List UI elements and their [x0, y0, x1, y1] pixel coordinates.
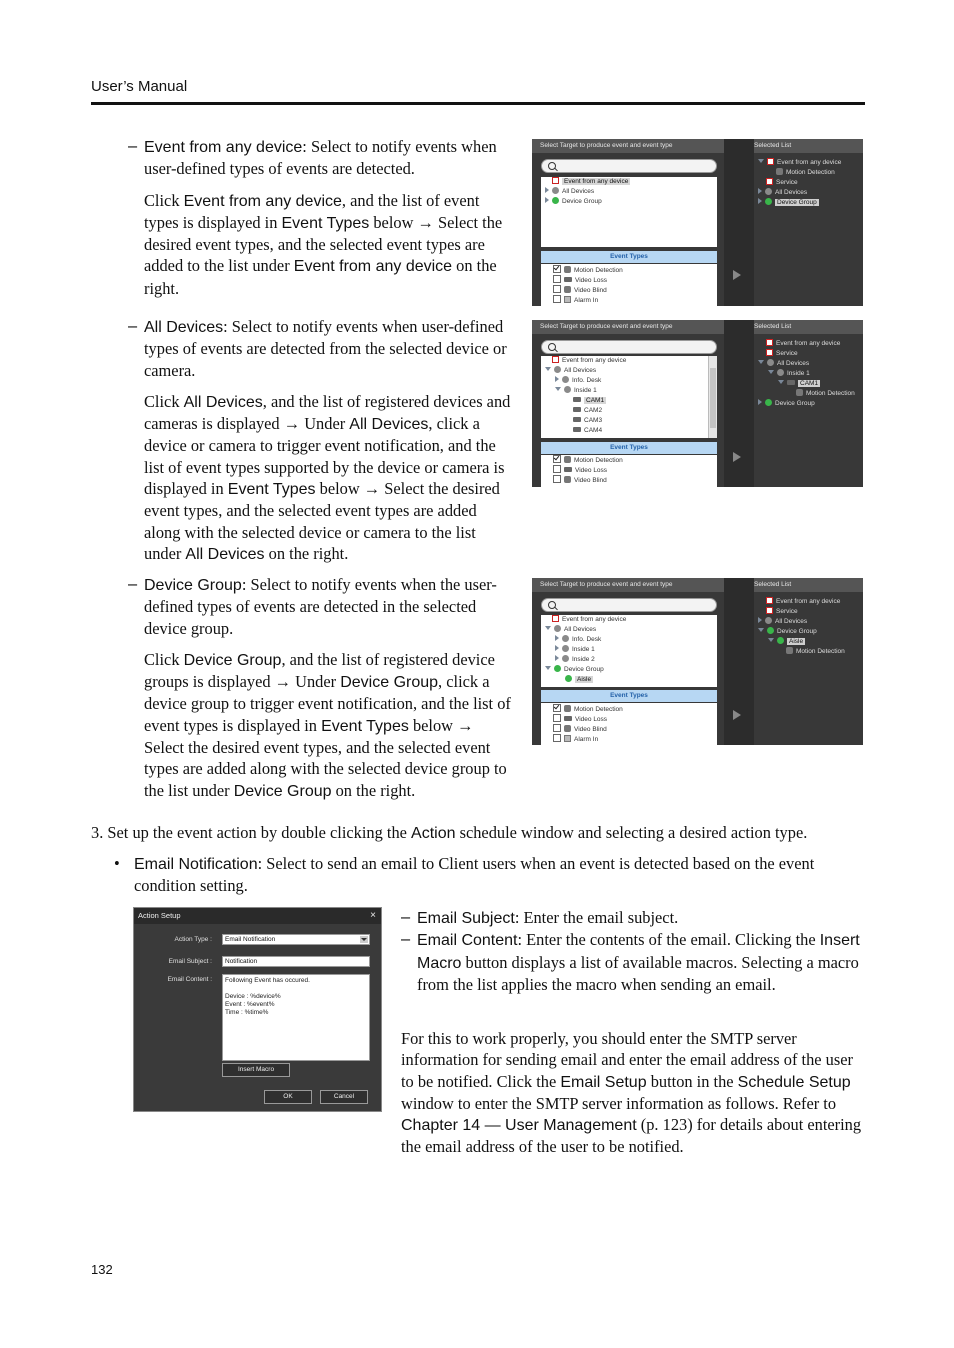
tree-item[interactable]: [545, 625, 596, 635]
dash: –: [128, 575, 138, 593]
running-header: User’s Manual: [91, 78, 188, 95]
event-label: Video Blind: [574, 287, 607, 294]
header-rule: [91, 102, 865, 105]
term: Insert Macro: [417, 932, 860, 972]
selected-label: Motion Detection: [806, 390, 855, 397]
dialog-title: Action Setup: [134, 908, 381, 924]
event-icon: [552, 615, 559, 622]
page-number: 132: [91, 1262, 113, 1277]
tree-label: Info. Desk: [572, 377, 602, 384]
selected-item[interactable]: [766, 339, 840, 349]
desc: : Select to notify events when user-defined types of events are detected from the selected device or camera.: [144, 317, 507, 380]
checkbox[interactable]: [553, 734, 561, 742]
text: on the right.: [144, 256, 497, 298]
event-type-item[interactable]: [553, 295, 598, 305]
group-icon: [767, 627, 774, 634]
camera-icon: [573, 407, 581, 412]
tree-item[interactable]: [565, 675, 593, 685]
term: Event from any device: [293, 258, 453, 276]
event-types-header: Event Types: [541, 690, 717, 702]
motion-icon: [786, 647, 793, 654]
selected-panel: [754, 139, 863, 306]
text: : Enter the email subject.: [514, 908, 679, 927]
tree-label: Event from any device: [562, 616, 627, 623]
selected-label: Event from any device: [776, 598, 841, 605]
event-icon: [766, 339, 773, 346]
event-label: Video Blind: [574, 726, 607, 733]
video-icon: [564, 277, 572, 282]
screenshot-all-devices: [532, 320, 863, 487]
term: All Devices: [349, 416, 429, 434]
device-icon: [554, 366, 561, 373]
email-content-textarea[interactable]: Following Event has occured. Device : %device% Event : %event% Time : %time%: [222, 974, 370, 1061]
event-type-item[interactable]: [553, 734, 598, 744]
expand-icon: [555, 645, 559, 651]
selected-label: Device Group: [777, 628, 817, 635]
tree-item[interactable]: [545, 665, 604, 675]
event-type-item[interactable]: [553, 455, 623, 465]
term: Email Subject: [417, 910, 515, 927]
collapse-icon: [545, 666, 551, 670]
dash: –: [128, 137, 138, 155]
dash: –: [128, 317, 138, 335]
selected-label: Motion Detection: [796, 648, 845, 655]
term: Device Group: [340, 674, 439, 692]
target-panel: [532, 139, 724, 306]
checkbox[interactable]: [553, 714, 561, 722]
alarm-icon: [564, 735, 571, 742]
tree-item[interactable]: [555, 655, 595, 665]
tree-label: Aisle: [577, 676, 592, 683]
tree-item[interactable]: [545, 187, 594, 197]
search-icon: [548, 162, 556, 170]
checkbox[interactable]: [553, 475, 561, 483]
expand-icon: [758, 198, 762, 204]
collapse-icon: [545, 626, 551, 630]
collapse-icon: [758, 628, 764, 632]
selected-label: Device Group: [775, 400, 815, 407]
device-icon: [554, 625, 561, 632]
service-icon: [766, 607, 773, 614]
blind-icon: [564, 286, 571, 293]
device-icon: [562, 645, 569, 652]
selected-item[interactable]: [778, 379, 820, 389]
device-icon: [777, 369, 784, 376]
video-icon: [564, 467, 572, 472]
scrollbar[interactable]: [708, 356, 717, 438]
group-icon: [765, 399, 772, 406]
text: , and the list of registered device groups is displayed → Under: [144, 649, 495, 692]
text: on the right.: [331, 780, 416, 800]
tree-item[interactable]: [555, 645, 595, 655]
search-icon: [548, 343, 556, 351]
text: schedule window and selecting a desired action type.: [455, 823, 808, 842]
event-label: Video Blind: [574, 477, 607, 484]
motion-icon: [776, 168, 783, 175]
selected-item[interactable]: [766, 607, 798, 617]
action-setup-dialog: [133, 907, 382, 1112]
device-icon: [562, 376, 569, 383]
text: below → Select the desired event types, and the selected event types are added along with the selected device group to the list under: [144, 715, 507, 800]
expand-icon: [758, 399, 762, 405]
term: Action: [411, 825, 456, 842]
text: Set up the event action by double clicking the: [107, 823, 412, 842]
text: : Enter the contents of the email. Clicking the: [517, 930, 820, 950]
motion-icon: [796, 389, 803, 396]
selected-item[interactable]: [766, 597, 840, 607]
search-input[interactable]: [541, 598, 717, 612]
checkbox[interactable]: [553, 265, 561, 273]
selected-label: Event from any device: [777, 159, 842, 166]
smtp-paragraph: [401, 1028, 865, 1158]
tree-label: Inside 1: [572, 646, 595, 653]
camera-icon: [787, 380, 795, 385]
checkbox[interactable]: [553, 724, 561, 732]
device-icon: [562, 635, 569, 642]
event-icon: [552, 356, 559, 363]
selected-label: Inside 1: [787, 370, 810, 377]
add-arrow-icon[interactable]: [733, 270, 741, 280]
tree-item[interactable]: [555, 386, 597, 396]
tree-label: All Devices: [564, 626, 597, 633]
expand-icon: [555, 376, 559, 382]
event-type-item[interactable]: [553, 714, 607, 724]
camera-icon: [573, 417, 581, 422]
blind-icon: [564, 476, 571, 483]
tree-item[interactable]: [545, 366, 596, 376]
event-type-item[interactable]: [553, 724, 607, 734]
event-type-item[interactable]: [553, 465, 607, 475]
device-icon: [765, 617, 772, 624]
selected-item[interactable]: [786, 647, 845, 657]
device-icon: [562, 655, 569, 662]
tree-item[interactable]: [545, 177, 630, 187]
selected-label: Event from any device: [776, 340, 841, 347]
event-type-item[interactable]: [553, 265, 623, 275]
text: : Select to send an email to Client users when an event is detected based on the event condition setting.: [134, 854, 815, 896]
term: Email Setup: [560, 1073, 647, 1091]
target-panel: [532, 320, 724, 487]
tree-label: All Devices: [562, 188, 595, 195]
group-icon: [765, 198, 772, 205]
selected-label: Device Group: [777, 199, 817, 206]
event-type-item[interactable]: [553, 704, 623, 714]
event-label: Video Loss: [575, 716, 608, 723]
dash: –: [401, 930, 411, 949]
text: below → Select the desired event types, and the selected event types are added along with the selected device or camera to the list under: [144, 479, 500, 563]
term: Email Notification: [134, 856, 258, 873]
dash: –: [401, 908, 411, 926]
selected-label: Service: [776, 608, 798, 615]
text: For this to work properly, you should enter the SMTP server information for sending email and enter the email address of the user to be notified. Click the: [401, 1029, 853, 1091]
ok-button[interactable]: OK: [264, 1090, 312, 1104]
term: Event Types: [321, 717, 409, 735]
event-types-list: [541, 703, 717, 745]
event-label: Video Loss: [575, 467, 608, 474]
expand-icon: [545, 187, 549, 193]
event-types-header: Event Types: [541, 251, 717, 263]
tree-item[interactable]: [573, 426, 602, 436]
selected-item[interactable]: [758, 198, 819, 208]
selected-item[interactable]: [776, 168, 835, 178]
selected-item[interactable]: [766, 178, 798, 188]
collapse-icon: [778, 380, 784, 384]
event-icon: [767, 158, 774, 165]
selected-item[interactable]: [758, 627, 817, 637]
event-label: Video Loss: [575, 277, 608, 284]
tree-item[interactable]: [573, 416, 602, 426]
text: Click: [144, 391, 184, 411]
text: window to enter the SMTP server information as follows. Refer to: [401, 1093, 837, 1113]
text: on the right.: [264, 543, 349, 563]
video-icon: [564, 716, 572, 721]
camera-icon: [573, 397, 581, 402]
event-label: Motion Detection: [574, 706, 623, 713]
text: (p. 123) for details about entering the email address of the user to be notified.: [401, 1115, 862, 1157]
panel-title: Selected List: [754, 320, 863, 334]
tree-label: Info. Desk: [572, 636, 602, 643]
collapse-icon: [758, 360, 764, 364]
device-icon: [564, 386, 571, 393]
close-icon[interactable]: ×: [370, 910, 376, 921]
panel-title: Selected List: [754, 578, 863, 592]
step-number: 3.: [91, 823, 104, 842]
email-items: [401, 907, 865, 995]
collapse-icon: [758, 159, 764, 163]
camera-icon: [573, 427, 581, 432]
event-icon: [766, 597, 773, 604]
tree-item[interactable]: [555, 635, 601, 645]
selected-item[interactable]: [768, 369, 810, 379]
target-tree: [541, 177, 717, 247]
event-label: Alarm In: [574, 736, 599, 743]
panel-title: Selected List: [754, 139, 863, 153]
tree-label: Inside 1: [574, 387, 597, 394]
selected-label: All Devices: [775, 618, 808, 625]
event-type-item[interactable]: [553, 275, 607, 285]
expand-icon: [555, 655, 559, 661]
all-devices-section: [128, 316, 516, 565]
alarm-icon: [564, 296, 571, 303]
tree-item[interactable]: [545, 356, 626, 366]
search-icon: [548, 601, 556, 609]
bullet-dot: •: [114, 854, 120, 873]
tree-label: All Devices: [564, 367, 597, 374]
selected-item[interactable]: [758, 399, 815, 409]
event-type-item[interactable]: [553, 475, 607, 485]
checkbox[interactable]: [553, 465, 561, 473]
event-label: Alarm In: [574, 297, 599, 304]
term-event-from-any: Event from any device: [144, 139, 303, 156]
tree-item[interactable]: [545, 615, 626, 625]
group-icon: [565, 675, 572, 682]
screenshot-device-group: [532, 578, 863, 745]
expand-icon: [758, 617, 762, 623]
term: Email Content: [417, 932, 518, 950]
email-subject-label: Email Subject :: [168, 958, 212, 965]
checkbox[interactable]: [553, 295, 561, 303]
target-tree: [541, 356, 717, 438]
event-icon: [552, 177, 559, 184]
collapse-icon: [555, 387, 561, 391]
tree-label: CAM4: [584, 427, 603, 434]
selected-panel: [754, 320, 863, 487]
motion-icon: [564, 456, 571, 463]
collapse-icon: [768, 638, 774, 642]
selected-item[interactable]: [758, 617, 807, 627]
selected-item[interactable]: [768, 637, 805, 647]
chapter-link[interactable]: Chapter 14 — User Management: [401, 1117, 637, 1135]
text: button in the: [646, 1071, 738, 1091]
text: , click a device group to trigger event notification, and the list of event types is displayed in: [144, 672, 511, 735]
checkbox[interactable]: [553, 704, 561, 712]
collapse-icon: [545, 367, 551, 371]
target-panel: [532, 578, 724, 745]
tree-label: Inside 2: [572, 656, 595, 663]
device-icon: [552, 187, 559, 194]
motion-icon: [564, 266, 571, 273]
selected-item[interactable]: [796, 389, 855, 399]
panel-title: Select Target to produce event and event type: [532, 320, 724, 334]
selected-item[interactable]: [758, 359, 809, 369]
selected-label: Service: [776, 179, 798, 186]
term: Event Types: [227, 481, 316, 499]
search-input[interactable]: [541, 340, 717, 354]
tree-label: Event from any device: [562, 357, 627, 364]
tree-label: CAM2: [584, 407, 603, 414]
blind-icon: [564, 725, 571, 732]
add-arrow-icon[interactable]: [733, 452, 741, 462]
event-label: Motion Detection: [574, 267, 623, 274]
panel-title: Select Target to produce event and event type: [532, 139, 724, 153]
insert-macro-button[interactable]: Insert Macro: [222, 1063, 290, 1077]
cancel-button[interactable]: Cancel: [320, 1090, 368, 1104]
text: , and the list of registered devices and cameras is displayed → Under: [144, 391, 511, 434]
email-notification-bullet: [114, 853, 864, 897]
tree-item[interactable]: [573, 406, 602, 416]
device-group-section: [128, 574, 516, 802]
tree-item[interactable]: [545, 197, 602, 207]
expand-icon: [555, 635, 559, 641]
service-icon: [766, 349, 773, 356]
checkbox[interactable]: [553, 455, 561, 463]
add-arrow-icon[interactable]: [733, 710, 741, 720]
chevron-down-icon: [360, 936, 368, 943]
desc: : Select to notify events when the user-defined types of events are detected in the selected device group.: [144, 575, 497, 638]
event-type-item[interactable]: [553, 285, 607, 295]
tree-item[interactable]: [555, 376, 601, 386]
group-icon: [777, 637, 784, 644]
text: button displays a list of available macros. Selecting a macro from the list applies the macro when sending an email.: [417, 952, 859, 994]
collapse-icon: [768, 370, 774, 374]
term-all-devices: All Devices: [144, 319, 224, 336]
text: Click: [144, 649, 184, 669]
term: Schedule Setup: [737, 1073, 851, 1091]
motion-icon: [564, 705, 571, 712]
checkbox[interactable]: [553, 275, 561, 283]
search-input[interactable]: [541, 159, 717, 173]
tree-label: Event from any device: [564, 178, 629, 185]
device-icon: [767, 359, 774, 366]
text: , and the list of event types is displayed in: [144, 190, 480, 232]
selected-label: Service: [776, 350, 798, 357]
term: All Devices: [183, 393, 263, 411]
email-subject-input[interactable]: Notification: [222, 956, 370, 967]
event-types-header: Event Types: [541, 442, 717, 454]
term: Event Types: [281, 214, 370, 232]
selected-label: CAM1: [800, 380, 819, 387]
term: Device Group: [183, 651, 282, 669]
expand-icon: [545, 197, 549, 203]
selected-item[interactable]: [758, 188, 807, 198]
action-type-label: Action Type :: [174, 936, 212, 943]
tree-label: CAM3: [584, 417, 603, 424]
selected-label: All Devices: [775, 189, 808, 196]
desc: : Select to notify events when user-defined types of events are detected.: [144, 137, 497, 179]
event-types-list: [541, 455, 717, 487]
event-types-list: [541, 264, 717, 306]
device-icon: [765, 188, 772, 195]
text: Click: [144, 190, 184, 210]
selected-label: All Devices: [777, 360, 810, 367]
selected-panel: [754, 578, 863, 745]
action-type-select[interactable]: [222, 934, 370, 945]
term: Event from any device: [183, 192, 342, 210]
target-tree: [541, 615, 717, 687]
term: All Devices: [185, 545, 265, 563]
selected-item[interactable]: [758, 158, 841, 168]
tree-label: CAM1: [586, 397, 605, 404]
text: below → Select the desired event types, and the selected event types are added to the list under: [144, 212, 503, 276]
panel-title: Select Target to produce event and event type: [532, 578, 724, 592]
selected-label: Aisle: [789, 638, 804, 645]
selected-item[interactable]: [766, 349, 798, 359]
email-content-label: Email Content :: [167, 976, 212, 983]
step-3: [91, 822, 871, 844]
event-label: Motion Detection: [574, 457, 623, 464]
tree-label: Device Group: [562, 198, 602, 205]
expand-icon: [758, 188, 762, 194]
text: , click a device or camera to trigger event notification, and the list of event types supported by the device or camera is displayed in: [144, 414, 505, 499]
checkbox[interactable]: [553, 285, 561, 293]
group-icon: [554, 665, 561, 672]
tree-item[interactable]: [573, 396, 606, 406]
event-from-any-section: [128, 136, 516, 299]
service-icon: [766, 178, 773, 185]
term-device-group: Device Group: [144, 577, 242, 594]
selected-label: Motion Detection: [786, 169, 835, 176]
screenshot-event-from-any: [532, 139, 863, 306]
term: Device Group: [233, 782, 332, 800]
group-icon: [552, 197, 559, 204]
action-type-value: Email Notification: [225, 936, 276, 943]
tree-label: Device Group: [564, 666, 604, 673]
